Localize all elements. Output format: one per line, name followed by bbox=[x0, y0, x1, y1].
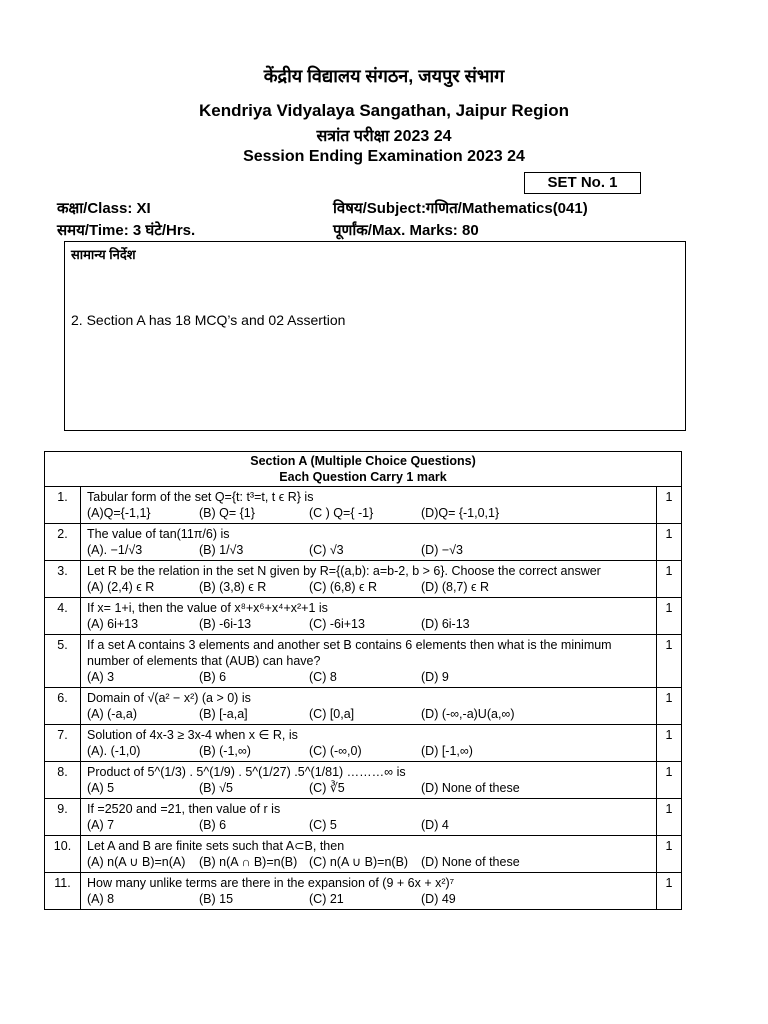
option-b: (B) Q= {1} bbox=[199, 506, 255, 520]
question-text: Product of 5^(1/3) . 5^(1/9) . 5^(1/27) .5^(1/81) ………∞ is bbox=[87, 765, 406, 779]
question-text: Let A and B are finite sets such that A⊂B, then bbox=[87, 839, 345, 853]
question-cell bbox=[81, 836, 657, 873]
question-cell bbox=[81, 598, 657, 635]
options-line bbox=[87, 505, 650, 521]
question-number: 6. bbox=[45, 688, 81, 725]
option-c: (C) -6i+13 bbox=[309, 617, 365, 631]
question-text: If a set A contains 3 elements and another set B contains 6 elements then what is the minimum number of elements that (AUB) can have? bbox=[87, 638, 612, 668]
option-d: (D) −√3 bbox=[421, 543, 463, 557]
question-number: 2. bbox=[45, 524, 81, 561]
marks-cell: 1 bbox=[657, 836, 682, 873]
question-text: Solution of 4x-3 ≥ 3x-4 when x ∈ R, is bbox=[87, 728, 298, 742]
option-b: (B) 1/√3 bbox=[199, 543, 244, 557]
option-a: (A) (2,4) ϵ R bbox=[87, 580, 155, 594]
question-cell bbox=[81, 487, 657, 524]
question-text: If x= 1+i, then the value of x⁸+x⁶+x⁴+x²+1 is bbox=[87, 601, 328, 615]
option-d: (D) None of these bbox=[421, 781, 520, 795]
marks-cell: 1 bbox=[657, 598, 682, 635]
question-text: Let R be the relation in the set N given by R={(a,b): a=b-2, b > 6}. Choose the correct answer bbox=[87, 564, 601, 578]
set-number-box: SET No. 1 bbox=[524, 172, 641, 194]
question-text: Domain of √(a² − x²) (a > 0) is bbox=[87, 691, 251, 705]
option-c: (C) (6,8) ϵ R bbox=[309, 580, 378, 594]
marks-cell: 1 bbox=[657, 487, 682, 524]
option-d: (D) 9 bbox=[421, 670, 449, 684]
question-row bbox=[45, 836, 682, 873]
option-d: (D) [-1,∞) bbox=[421, 744, 473, 758]
question-number: 7. bbox=[45, 725, 81, 762]
question-number: 8. bbox=[45, 762, 81, 799]
option-b: (B) 6 bbox=[199, 818, 227, 832]
options-line bbox=[87, 706, 650, 722]
question-row bbox=[45, 725, 682, 762]
option-a: (A). −1/√3 bbox=[87, 543, 143, 557]
section-subtitle: Each Question Carry 1 mark bbox=[279, 470, 447, 484]
english-exam-title: Session Ending Examination 2023 24 bbox=[243, 148, 525, 165]
option-a: (A) 3 bbox=[87, 670, 115, 684]
option-d: (D) (8,7) ϵ R bbox=[421, 580, 490, 594]
question-number: 11. bbox=[45, 873, 81, 910]
question-cell bbox=[81, 762, 657, 799]
question-row bbox=[45, 762, 682, 799]
marks-cell: 1 bbox=[657, 799, 682, 836]
question-row bbox=[45, 688, 682, 725]
section-header-row bbox=[45, 452, 682, 487]
question-number: 1. bbox=[45, 487, 81, 524]
hindi-exam-title: सत्रांत परीक्षा 2023 24 bbox=[316, 128, 452, 145]
question-row bbox=[45, 799, 682, 836]
marks-cell: 1 bbox=[657, 873, 682, 910]
question-number: 10. bbox=[45, 836, 81, 873]
options-line bbox=[87, 780, 650, 796]
question-number: 4. bbox=[45, 598, 81, 635]
question-row bbox=[45, 524, 682, 561]
option-b: (B) 15 bbox=[199, 892, 234, 906]
instruction-line: 2. Section A has 18 MCQ’s and 02 Assertion bbox=[71, 312, 346, 328]
question-cell bbox=[81, 561, 657, 598]
option-a: (A) 7 bbox=[87, 818, 115, 832]
option-b: (B) n(A ∩ B)=n(B) bbox=[199, 855, 298, 869]
question-row bbox=[45, 873, 682, 910]
question-row bbox=[45, 487, 682, 524]
marks-cell: 1 bbox=[657, 635, 682, 688]
question-text: The value of tan(11π/6) is bbox=[87, 527, 230, 541]
option-c: (C) 21 bbox=[309, 892, 344, 906]
option-c: (C) 8 bbox=[309, 670, 337, 684]
question-row bbox=[45, 561, 682, 598]
options-line bbox=[87, 891, 650, 907]
option-a: (A) 8 bbox=[87, 892, 115, 906]
option-b: (B) (-1,∞) bbox=[199, 744, 251, 758]
option-b: (B) √5 bbox=[199, 781, 233, 795]
option-c: (C) n(A ∪ B)=n(B) bbox=[309, 855, 409, 869]
question-number: 5. bbox=[45, 635, 81, 688]
question-text: If =2520 and =21, then value of r is bbox=[87, 802, 281, 816]
option-a: (A). (-1,0) bbox=[87, 744, 141, 758]
max-marks-label: पूर्णांक/Max. Marks: 80 bbox=[333, 222, 479, 239]
marks-cell: 1 bbox=[657, 688, 682, 725]
option-a: (A) (-a,a) bbox=[87, 707, 137, 721]
question-row bbox=[45, 598, 682, 635]
options-line bbox=[87, 669, 650, 685]
option-a: (A) 6i+13 bbox=[87, 617, 139, 631]
questions-table bbox=[44, 451, 682, 910]
class-label: कक्षा/Class: XI bbox=[57, 200, 151, 217]
option-d: (D) 4 bbox=[421, 818, 449, 832]
question-number: 9. bbox=[45, 799, 81, 836]
question-cell bbox=[81, 524, 657, 561]
question-text: How many unlike terms are there in the expansion of (9 + 6x + x²)⁷ bbox=[87, 876, 455, 890]
options-line bbox=[87, 579, 650, 595]
option-b: (B) (3,8) ϵ R bbox=[199, 580, 267, 594]
instructions-heading: सामान्य निर्देश bbox=[71, 247, 136, 262]
option-d: (D) 6i-13 bbox=[421, 617, 470, 631]
section-title: Section A (Multiple Choice Questions) bbox=[250, 454, 476, 468]
options-line bbox=[87, 616, 650, 632]
question-cell bbox=[81, 635, 657, 688]
options-line bbox=[87, 542, 650, 558]
option-c: (C) √3 bbox=[309, 543, 344, 557]
marks-cell: 1 bbox=[657, 762, 682, 799]
hindi-title: केंद्रीय विद्यालय संगठन, जयपुर संभाग bbox=[263, 66, 505, 86]
option-d: (D) 49 bbox=[421, 892, 456, 906]
question-cell bbox=[81, 799, 657, 836]
option-b: (B) [-a,a] bbox=[199, 707, 248, 721]
option-c: (C ) Q={ -1} bbox=[309, 506, 374, 520]
question-cell bbox=[81, 688, 657, 725]
english-title: Kendriya Vidyalaya Sangathan, Jaipur Region bbox=[198, 101, 570, 120]
option-b: (B) -6i-13 bbox=[199, 617, 252, 631]
option-d: (D) (-∞,-a)U(a,∞) bbox=[421, 707, 515, 721]
question-cell bbox=[81, 873, 657, 910]
option-c: (C) ∛5 bbox=[309, 781, 345, 795]
marks-cell: 1 bbox=[657, 725, 682, 762]
option-a: (A)Q={-1,1} bbox=[87, 506, 151, 520]
question-cell bbox=[81, 725, 657, 762]
options-line bbox=[87, 854, 650, 870]
option-c: (C) (-∞,0) bbox=[309, 744, 362, 758]
option-d: (D) None of these bbox=[421, 855, 520, 869]
option-c: (C) 5 bbox=[309, 818, 337, 832]
option-a: (A) n(A ∪ B)=n(A) bbox=[87, 855, 186, 869]
marks-cell: 1 bbox=[657, 561, 682, 598]
question-number: 3. bbox=[45, 561, 81, 598]
option-a: (A) 5 bbox=[87, 781, 115, 795]
option-b: (B) 6 bbox=[199, 670, 227, 684]
time-label: समय/Time: 3 घंटे/Hrs. bbox=[57, 222, 196, 239]
subject-label: विषय/Subject:गणित/Mathematics(041) bbox=[333, 200, 588, 217]
options-line bbox=[87, 743, 650, 759]
option-c: (C) [0,a] bbox=[309, 707, 355, 721]
question-row bbox=[45, 635, 682, 688]
marks-cell: 1 bbox=[657, 524, 682, 561]
option-d: (D)Q= {-1,0,1} bbox=[421, 506, 500, 520]
options-line bbox=[87, 817, 650, 833]
instructions-box bbox=[64, 241, 686, 431]
question-text: Tabular form of the set Q={t: t³=t, t ϵ R} is bbox=[87, 490, 314, 504]
